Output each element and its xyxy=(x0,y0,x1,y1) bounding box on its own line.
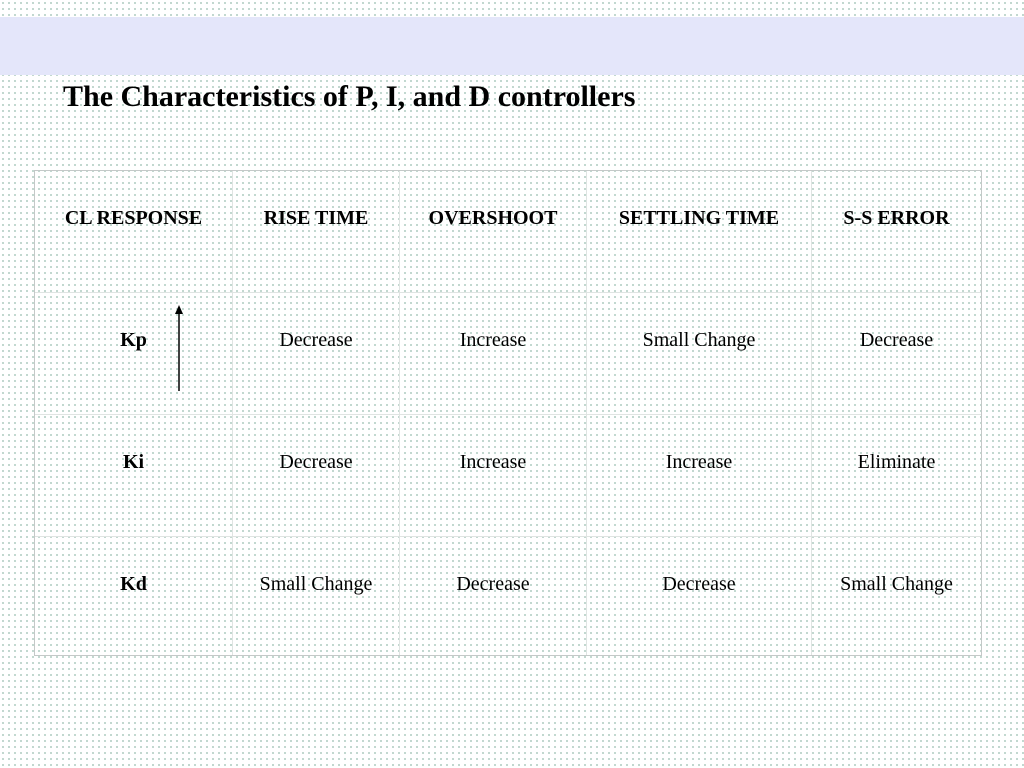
table-cell: Small Change xyxy=(233,537,400,655)
header-rise-time: RISE TIME xyxy=(233,171,400,293)
table-cell: Decrease xyxy=(587,537,812,655)
table-cell: Small Change xyxy=(587,293,812,415)
row-label-kd: Kd xyxy=(35,537,233,655)
table-cell: Small Change xyxy=(840,573,953,595)
table-cell: Eliminate xyxy=(812,415,981,537)
table-cell: Increase xyxy=(400,415,587,537)
header-band xyxy=(0,17,1024,75)
table-cell: Decrease xyxy=(400,537,587,655)
header-cl-response: CL RESPONSE xyxy=(35,171,233,293)
table-cell: Decrease xyxy=(233,293,400,415)
header-settling-time: SETTLING TIME xyxy=(587,171,812,293)
row-label-kp: Kp xyxy=(35,293,233,415)
table-cell: Increase xyxy=(400,293,587,415)
slide-title: The Characteristics of P, I, and D controllers xyxy=(63,80,636,113)
table-cell: Increase xyxy=(587,415,812,537)
table-cell: Decrease xyxy=(233,415,400,537)
pid-characteristics-table xyxy=(34,170,982,656)
row-label-ki: Ki xyxy=(35,415,233,537)
header-ss-error: S-S ERROR xyxy=(812,171,981,293)
table-cell: Decrease xyxy=(812,293,981,415)
header-overshoot: OVERSHOOT xyxy=(400,171,587,293)
up-arrow-icon xyxy=(172,305,186,393)
